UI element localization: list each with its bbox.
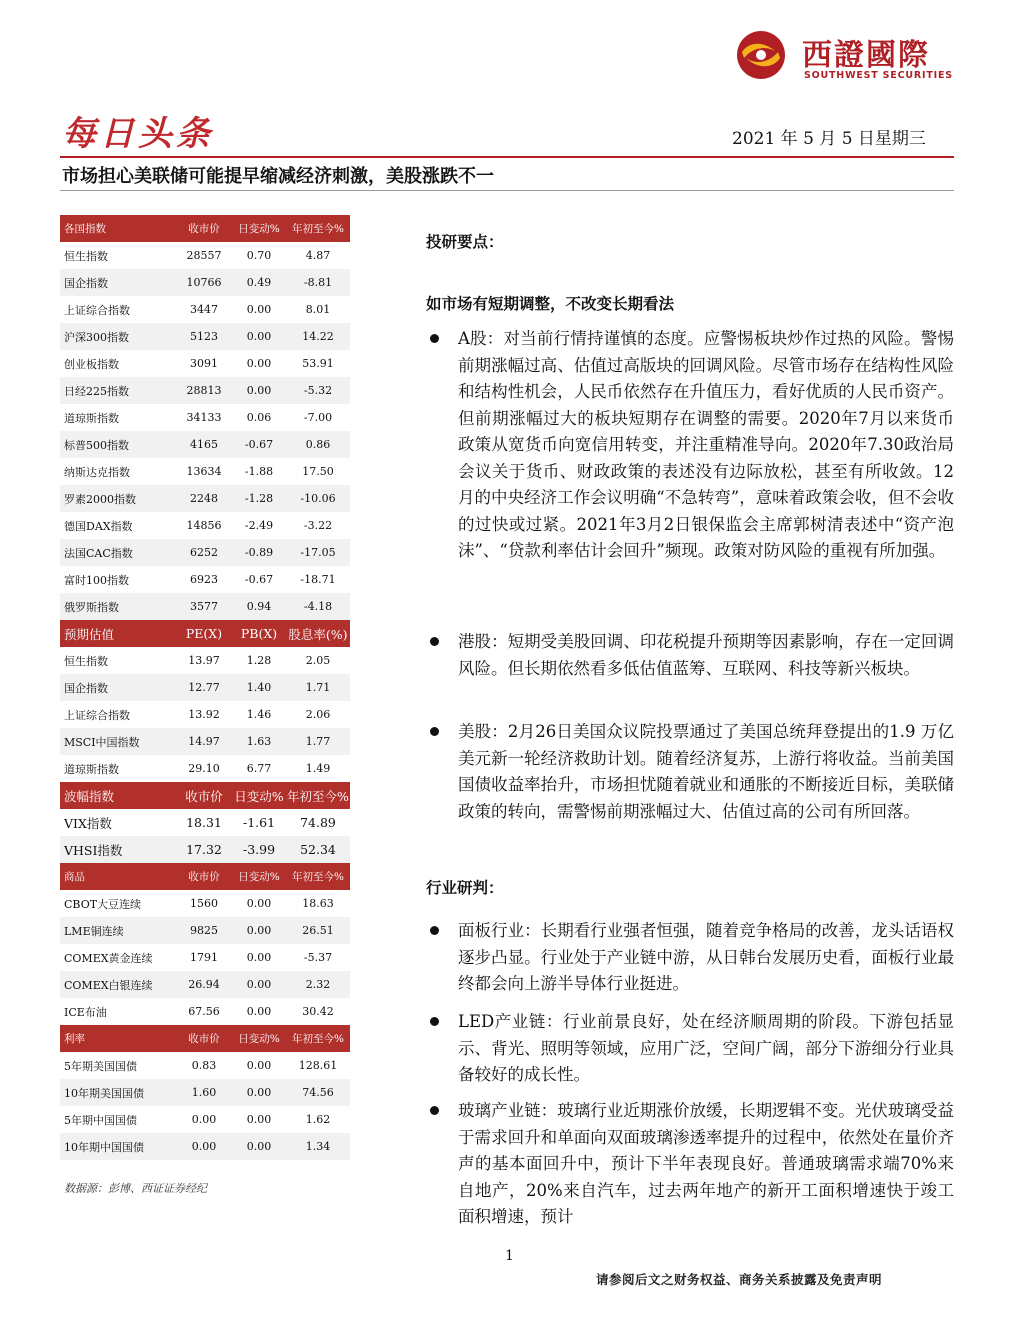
row-value: 2.06	[305, 708, 331, 721]
row-value: 52.34	[300, 842, 336, 857]
row-value: 0.00	[246, 303, 272, 316]
row-value: 8.01	[305, 303, 331, 316]
header-cell: 日变动%	[238, 1033, 280, 1045]
row-value: 9825	[190, 924, 218, 937]
table-row	[60, 809, 350, 836]
row-value: 2.05	[305, 654, 331, 667]
header-cell: 年初至今%	[292, 871, 344, 883]
row-value: 0.83	[191, 1059, 217, 1072]
row-value: 0.49	[246, 276, 272, 289]
table-row	[60, 701, 350, 728]
section-heading-view: 如市场有短期调整，不改变长期看法	[426, 295, 675, 313]
row-label: 俄罗斯指数	[64, 600, 119, 614]
table-row	[60, 296, 350, 323]
bullet-dot-icon	[430, 1017, 439, 1026]
table-group-header	[60, 863, 350, 890]
row-label: MSCI中国指数	[64, 735, 140, 749]
row-value: -7.00	[303, 411, 333, 424]
table-row	[60, 674, 350, 701]
bullet-item	[426, 1009, 954, 1089]
row-label: 创业板指数	[64, 357, 119, 371]
header-cell: 年初至今%	[292, 1033, 344, 1045]
row-value: 10766	[186, 276, 222, 289]
row-label: VHSI指数	[64, 842, 123, 858]
report-date: 2021 年 5 月 5 日星期三	[732, 129, 926, 149]
bullet-item	[426, 1098, 954, 1231]
table-row	[60, 1052, 350, 1079]
row-value: 128.61	[298, 1059, 338, 1072]
market-data-table	[60, 215, 350, 1160]
row-value: -0.67	[244, 573, 274, 586]
row-value: 0.00	[191, 1140, 217, 1153]
row-value: 30.42	[302, 1005, 334, 1018]
table-group-header	[60, 1025, 350, 1052]
row-label: 道琼斯指数	[64, 762, 119, 776]
table-row	[60, 377, 350, 404]
bullet-item	[426, 719, 954, 825]
table-row	[60, 539, 350, 566]
header-cell: 收市价	[185, 788, 223, 804]
header-cell: 利率	[64, 1033, 85, 1045]
headline-rule	[60, 190, 954, 191]
row-value: 18.63	[302, 897, 334, 910]
row-value: -10.06	[300, 492, 336, 505]
row-value: 1560	[190, 897, 218, 910]
bullet-text: 港股：短期受美股回调、印花税提升预期等因素影响，存在一定回调风险。但长期依然看多低估值蓝筹、互联网、科技等新兴板块。	[458, 632, 954, 678]
table-row	[60, 944, 350, 971]
header-cell: 收市价	[188, 1033, 220, 1045]
row-label: 上证综合指数	[64, 708, 130, 722]
row-label: 日经225指数	[64, 384, 129, 398]
row-value: 0.00	[246, 924, 272, 937]
row-value: 0.00	[246, 1140, 272, 1153]
table-row	[60, 728, 350, 755]
row-value: 34133	[186, 411, 222, 424]
bullet-dot-icon	[430, 637, 439, 646]
row-value: 3447	[190, 303, 218, 316]
row-value: -5.32	[303, 384, 333, 397]
row-value: 13634	[186, 465, 222, 478]
row-value: 5123	[190, 330, 218, 343]
bullet-dot-icon	[430, 727, 439, 736]
row-label: 法国CAC指数	[64, 546, 133, 560]
header-cell: 商品	[64, 871, 85, 883]
row-label: 道琼斯指数	[64, 411, 119, 425]
row-label: 富时100指数	[64, 573, 129, 587]
row-label: 恒生指数	[64, 249, 108, 263]
row-value: 0.00	[246, 978, 272, 991]
table-row	[60, 1079, 350, 1106]
row-value: 4.87	[305, 249, 331, 262]
header-cell: 日变动%	[238, 223, 280, 235]
row-value: 29.10	[188, 762, 220, 775]
header-cell: PE(X)	[185, 626, 223, 641]
row-value: -1.61	[242, 815, 276, 830]
row-value: -0.89	[244, 546, 274, 559]
table-row	[60, 647, 350, 674]
row-label: 5年期中国国债	[64, 1113, 137, 1127]
table-row	[60, 917, 350, 944]
row-value: 0.70	[246, 249, 272, 262]
row-value: 0.00	[246, 897, 272, 910]
section-heading-industry: 行业研判：	[426, 879, 504, 897]
row-value: 6.77	[246, 762, 272, 775]
row-value: 0.00	[246, 1086, 272, 1099]
row-value: 0.00	[246, 357, 272, 370]
row-label: 标普500指数	[64, 438, 129, 452]
section-heading-key-points: 投研要点：	[426, 233, 504, 251]
row-value: -3.22	[303, 519, 333, 532]
row-label: ICE布油	[64, 1005, 107, 1019]
table-row	[60, 404, 350, 431]
row-value: 2.32	[305, 978, 331, 991]
row-value: -1.28	[244, 492, 274, 505]
row-value: 0.00	[246, 1113, 272, 1126]
row-label: 10年期中国国债	[64, 1140, 144, 1154]
row-value: -2.49	[244, 519, 274, 532]
table-row	[60, 593, 350, 620]
row-value: -18.71	[300, 573, 336, 586]
row-value: 6923	[190, 573, 218, 586]
row-value: 1.77	[305, 735, 331, 748]
bullet-item	[426, 326, 954, 565]
table-row	[60, 1106, 350, 1133]
row-label: 国企指数	[64, 276, 108, 290]
headline: 市场担心美联储可能提早缩减经济刺激，美股涨跌不一	[62, 166, 494, 187]
row-value: -3.99	[242, 842, 276, 857]
table-row	[60, 1133, 350, 1160]
table-group-header	[60, 782, 350, 809]
logo-text-cn: 西證國際	[802, 38, 930, 73]
row-value: 26.94	[188, 978, 220, 991]
data-source: 数据源：彭博、西证证券经纪	[64, 1182, 207, 1195]
row-label: 纳斯达克指数	[64, 465, 130, 479]
row-value: 13.92	[188, 708, 220, 721]
row-value: 1.49	[305, 762, 331, 775]
row-value: 67.56	[188, 1005, 220, 1018]
row-value: 2248	[190, 492, 218, 505]
row-label: COMEX黄金连续	[64, 951, 153, 965]
row-value: 0.00	[246, 951, 272, 964]
row-label: 上证综合指数	[64, 303, 130, 317]
row-value: 14.22	[302, 330, 334, 343]
row-value: -8.81	[303, 276, 333, 289]
row-value: 0.86	[305, 438, 331, 451]
table-row	[60, 350, 350, 377]
row-value: 0.00	[246, 384, 272, 397]
row-label: 恒生指数	[64, 654, 108, 668]
bullet-text: LED产业链：行业前景良好，处在经济顺周期的阶段。下游包括显示、背光、照明等领域，应用广泛，空间广阔，部分下游细分行业具备较好的成长性。	[458, 1012, 954, 1084]
header-cell: 年初至今%	[292, 223, 344, 235]
row-label: 罗素2000指数	[64, 492, 136, 506]
table-row	[60, 998, 350, 1025]
row-value: 1791	[190, 951, 218, 964]
report-title: 每日头条	[62, 114, 214, 154]
bullet-item	[426, 629, 954, 682]
header-cell: 各国指数	[64, 223, 106, 235]
row-value: 0.94	[246, 600, 272, 613]
bullet-dot-icon	[430, 1106, 439, 1115]
row-value: 13.97	[188, 654, 220, 667]
company-logo	[736, 30, 962, 86]
row-value: 17.50	[302, 465, 334, 478]
row-value: 1.63	[246, 735, 272, 748]
row-value: 3091	[190, 357, 218, 370]
row-value: 0.06	[246, 411, 272, 424]
bullet-dot-icon	[430, 334, 439, 343]
table-row	[60, 755, 350, 782]
row-label: COMEX白银连续	[64, 978, 153, 992]
row-value: -5.37	[303, 951, 333, 964]
header-cell: PB(X)	[240, 626, 278, 641]
row-label: 德国DAX指数	[64, 519, 133, 533]
logo-text-en: SOUTHWEST SECURITIES	[804, 70, 953, 81]
table-row	[60, 512, 350, 539]
table-row	[60, 566, 350, 593]
header-rule	[60, 156, 954, 158]
row-value: 18.31	[186, 815, 222, 830]
header-cell: 年初至今%	[287, 788, 349, 804]
row-value: -0.67	[244, 438, 274, 451]
row-value: 0.00	[246, 330, 272, 343]
row-value: -1.88	[244, 465, 274, 478]
bullet-text: A股：对当前行情持谨慎的态度。应警惕板块炒作过热的风险。警惕前期涨幅过高、估值过高版块的回调风险。尽管市场存在结构性风险和结构性机会，人民币依然存在升值压力，看好优质的人民币资产。但前期涨幅过大的板块短期存在调整的需要。2020年7月以来货币政策从宽货币向宽信用转变，并注重精准导向。2020年7.30政治局会议关于货币、财政政策的表述没有边际放松，甚至有所收敛。12月的中央经济工作会议明确“不急转弯”，意味着政策会收，但不会收的过快或过紧。2021年3月2日银保监会主席郭树清表述中“资产泡沫”、“贷款利率估计会回升”频现。政策对防风险的重视有所加强。	[458, 329, 954, 560]
bullet-dot-icon	[430, 926, 439, 935]
table-row	[60, 323, 350, 350]
header-cell: 波幅指数	[64, 788, 115, 804]
row-value: -17.05	[300, 546, 336, 559]
row-value: 28557	[186, 249, 222, 262]
row-value: -4.18	[303, 600, 333, 613]
bullet-text: 玻璃产业链：玻璃行业近期涨价放缓，长期逻辑不变。光伏玻璃受益于需求回升和单面向双面玻璃渗透率提升的过程中，依然处在量价齐声的基本面回升中，预计下半年表现良好。普通玻璃需求端70%来自地产，20%来自汽车，过去两年地产的新开工面积增速快于竣工面积增速，预计	[458, 1101, 954, 1226]
row-label: CBOT大豆连续	[64, 897, 142, 911]
header-cell: 日变动%	[234, 788, 284, 804]
row-label: 5年期美国国债	[64, 1059, 137, 1073]
table-row	[60, 485, 350, 512]
row-label: 10年期美国国债	[64, 1086, 144, 1100]
bullet-text: 美股：2月26日美国众议院投票通过了美国总统拜登提出的1.9 万亿美元新一轮经济救助计划。随着经济复苏，上游行将收益。当前美国国债收益率抬升，市场担忧随着就业和通胀的不断接近目标，美联储政策的转向，需警惕前期涨幅过大、估值过高的公司有所回落。	[458, 722, 954, 821]
header-cell: 日变动%	[238, 871, 280, 883]
header-cell: 预期估值	[64, 626, 115, 642]
row-value: 1.28	[246, 654, 272, 667]
logo-swirl-icon	[736, 30, 786, 80]
row-value: 26.51	[302, 924, 334, 937]
row-label: VIX指数	[64, 815, 112, 831]
row-value: 0.00	[191, 1113, 217, 1126]
row-label: 国企指数	[64, 681, 108, 695]
row-value: 14856	[186, 519, 222, 532]
table-row	[60, 269, 350, 296]
bullet-text: 面板行业：长期看行业强者恒强，随着竞争格局的改善，龙头话语权逐步凸显。行业处于产业链中游，从日韩台发展历史看，面板行业最终都会向上游半导体行业挺进。	[458, 921, 954, 993]
row-value: 1.34	[305, 1140, 331, 1153]
row-value: 1.46	[246, 708, 272, 721]
header-cell: 收市价	[188, 223, 220, 235]
row-label: LME铜连续	[64, 924, 124, 938]
row-value: 28813	[186, 384, 222, 397]
table-row	[60, 971, 350, 998]
table-row	[60, 431, 350, 458]
table-row	[60, 242, 350, 269]
disclaimer-link[interactable]: 请参阅后文之财务权益、商务关系披露及免责声明	[596, 1272, 883, 1287]
table-row	[60, 836, 350, 863]
row-value: 14.97	[188, 735, 220, 748]
row-value: 1.40	[246, 681, 272, 694]
row-value: 4165	[190, 438, 218, 451]
row-value: 17.32	[186, 842, 222, 857]
row-value: 74.89	[300, 815, 336, 830]
row-value: 12.77	[188, 681, 220, 694]
row-value: 0.00	[246, 1059, 272, 1072]
row-value: 3577	[190, 600, 218, 613]
header-cell: 股息率(%)	[288, 626, 348, 642]
row-value: 1.60	[191, 1086, 217, 1099]
row-value: 1.71	[305, 681, 331, 694]
row-value: 0.00	[246, 1005, 272, 1018]
table-group-header	[60, 620, 350, 647]
row-value: 53.91	[302, 357, 334, 370]
page-number: 1	[505, 1248, 514, 1264]
table-row	[60, 890, 350, 917]
row-label: 沪深300指数	[64, 330, 129, 344]
header-cell: 收市价	[188, 871, 220, 883]
row-value: 74.56	[302, 1086, 334, 1099]
table-row	[60, 458, 350, 485]
row-value: 1.62	[305, 1113, 331, 1126]
table-group-header	[60, 215, 350, 242]
row-value: 6252	[190, 546, 218, 559]
bullet-item	[426, 918, 954, 998]
